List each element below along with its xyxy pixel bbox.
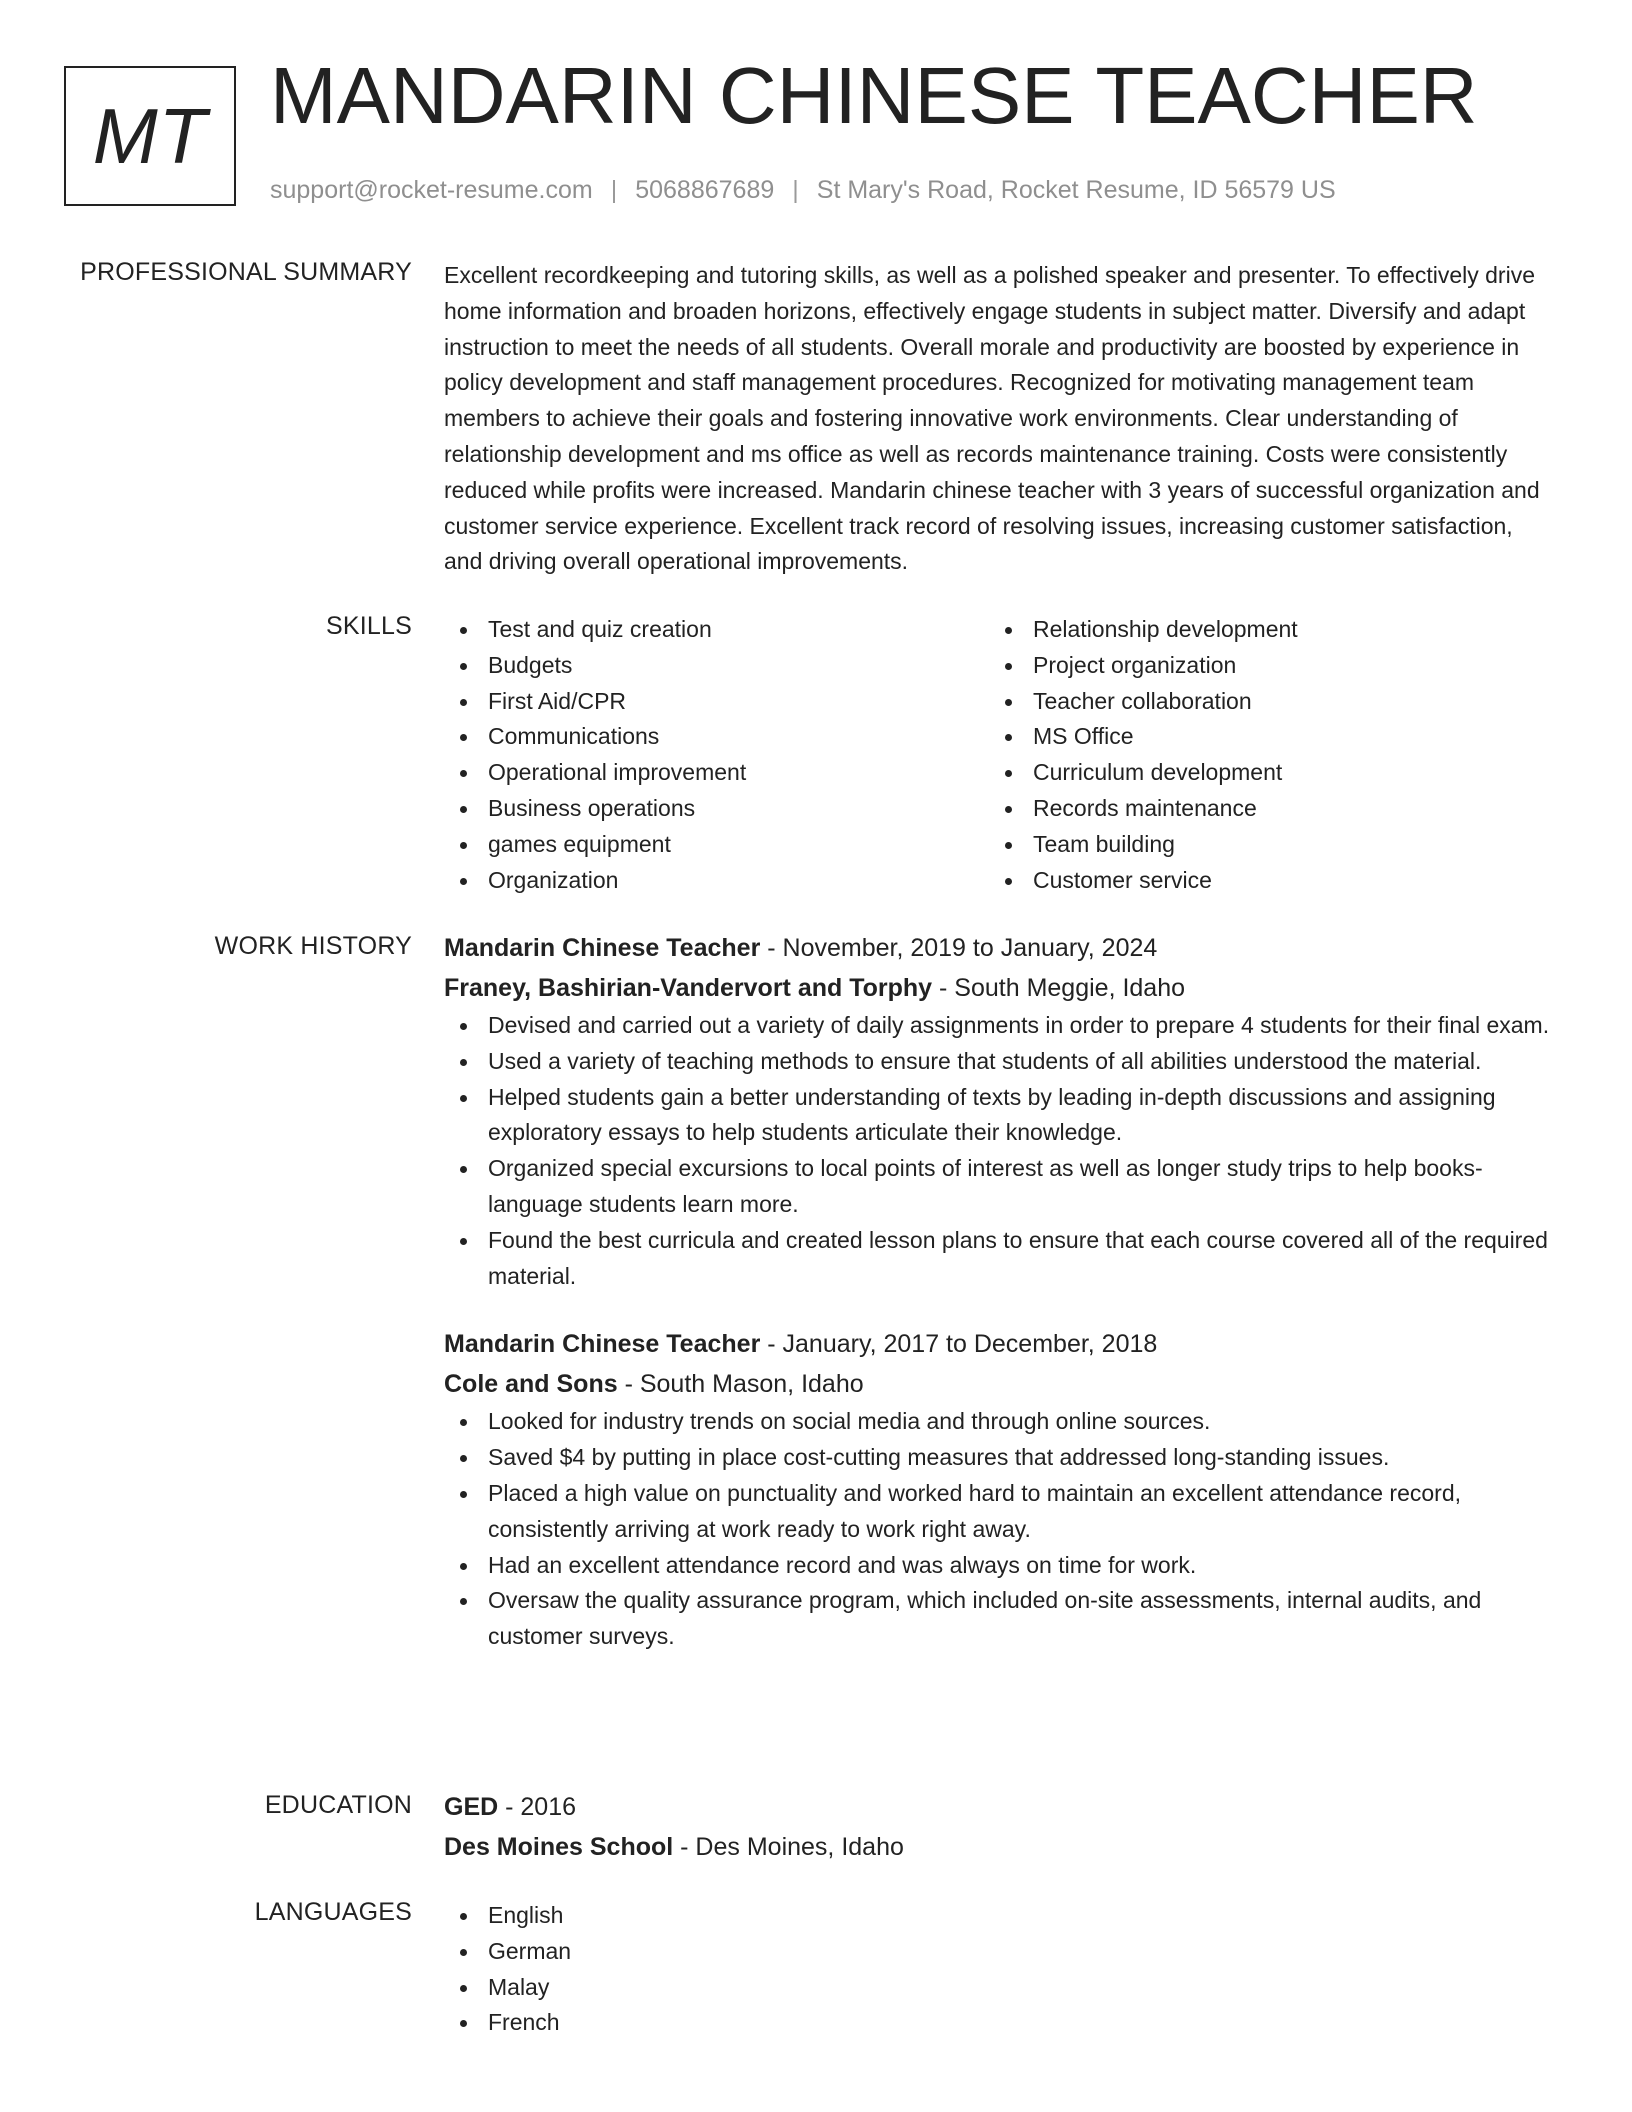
job-title: Mandarin Chinese Teacher: [444, 934, 761, 962]
job-dates: - November, 2019 to January, 2024: [760, 934, 1158, 962]
education-heading: EDUCATION: [264, 1791, 412, 1819]
job-location: - South Mason, Idaho: [617, 1370, 864, 1399]
contact-line: [270, 176, 1336, 205]
skill-item: Customer service: [989, 863, 1549, 899]
job-entry: [444, 928, 1556, 1294]
contact-address: St Mary's Road, Rocket Resume, ID 56579 US: [816, 176, 1336, 204]
job-bullet: Oversaw the quality assurance program, which included on-site assessments, internal audits, and customer surveys.: [444, 1583, 1556, 1655]
education-degree: GED: [444, 1793, 499, 1821]
skill-item: Test and quiz creation: [444, 612, 989, 648]
languages-body: [444, 1898, 1556, 2041]
contact-email: support@rocket-resume.com: [270, 176, 593, 204]
summary-heading: PROFESSIONAL SUMMARY: [80, 258, 412, 286]
job-title: Mandarin Chinese Teacher: [444, 1330, 761, 1359]
skill-item: games equipment: [444, 827, 989, 863]
skill-item: Records maintenance: [989, 791, 1549, 827]
education-body: [444, 1787, 1556, 1867]
job-bullet: Had an excellent attendance record and was always on time for work.: [444, 1548, 1556, 1584]
education-year: - 2016: [498, 1793, 577, 1821]
skill-item: Operational improvement: [444, 755, 989, 791]
summary-text: Excellent recordkeeping and tutoring skills, as well as a polished speaker and presenter. To effectively drive home information and broaden horizons, effectively engage students in subject matter. Diversify and adapt instruction to meet the needs of all students. Overall morale and productivity are boosted by experience in policy development and staff management procedures. Recognized for motivating management team members to achieve their goals and fostering innovative work environments. Clear understanding of relationship development and ms office as well as records maintenance training. Costs were consistently reduced while profits were increased. Mandarin chinese teacher with 3 years of successful organization and customer service experience. Excellent track record of resolving issues, increasing customer satisfaction, and driving overall operational improvements.: [444, 262, 1540, 575]
skill-item: Budgets: [444, 648, 989, 684]
skill-item: Communications: [444, 719, 989, 755]
job-company-line: [444, 1364, 1556, 1404]
job-title-line: [444, 928, 1556, 968]
job-bullet: Placed a high value on punctuality and worked hard to maintain an excellent attendance record, consistently arriving at work ready to work right away.: [444, 1476, 1556, 1548]
work-history-heading: WORK HISTORY: [214, 932, 412, 960]
language-item: Malay: [444, 1970, 1556, 2006]
job-bullet: Helped students gain a better understanding of texts by leading in-depth discussions and assigning exploratory essays to help students articulate their knowledge.: [444, 1080, 1556, 1152]
contact-separator: |: [610, 176, 618, 204]
contact-phone: 5068867689: [635, 176, 775, 204]
skill-item: Relationship development: [989, 612, 1549, 648]
job-bullet: Used a variety of teaching methods to ensure that students of all abilities understood the material.: [444, 1044, 1556, 1080]
skill-item: Organization: [444, 863, 989, 899]
job-location: - South Meggie, Idaho: [932, 974, 1186, 1002]
job-dates: - January, 2017 to December, 2018: [760, 1330, 1158, 1359]
contact-separator: |: [792, 176, 799, 204]
job-bullet: Found the best curricula and created lesson plans to ensure that each course covered all of the required material.: [444, 1223, 1556, 1295]
languages-heading: LANGUAGES: [254, 1898, 412, 1926]
skill-item: Curriculum development: [989, 755, 1549, 791]
skill-item: Team building: [989, 827, 1549, 863]
skill-item: Project organization: [989, 648, 1549, 684]
summary-body: [444, 258, 1556, 580]
job-title-line: [444, 1324, 1556, 1364]
education-school: Des Moines School: [444, 1833, 674, 1861]
job-company: Cole and Sons: [444, 1370, 618, 1399]
skill-item: Teacher collaboration: [989, 684, 1549, 720]
job-company-line: [444, 968, 1556, 1008]
education-location: - Des Moines, Idaho: [673, 1833, 904, 1861]
job-bullets: [444, 1008, 1556, 1294]
languages-list: [444, 1898, 1556, 2041]
monogram-badge: MT: [64, 66, 236, 206]
language-item: English: [444, 1898, 1556, 1934]
candidate-title: MANDARIN CHINESE TEACHER: [270, 51, 1478, 140]
job-entry: [444, 1324, 1556, 1655]
job-bullet: Saved $4 by putting in place cost-cutting measures that addressed long-standing issues.: [444, 1440, 1556, 1476]
skills-heading: SKILLS: [326, 612, 412, 640]
skill-item: Business operations: [444, 791, 989, 827]
skill-item: MS Office: [989, 719, 1549, 755]
work-history-body: [444, 928, 1556, 1685]
education-school-line: [444, 1827, 1556, 1867]
skills-list-left: [444, 612, 989, 898]
job-bullet: Looked for industry trends on social media and through online sources.: [444, 1404, 1556, 1440]
education-degree-line: [444, 1787, 1556, 1827]
skills-body: [444, 612, 1556, 898]
job-bullets: [444, 1404, 1556, 1655]
job-bullet: Devised and carried out a variety of daily assignments in order to prepare 4 students for their final exam.: [444, 1008, 1556, 1044]
language-item: French: [444, 2005, 1556, 2041]
job-company: Franey, Bashirian-Vandervort and Torphy: [444, 974, 933, 1002]
skill-item: First Aid/CPR: [444, 684, 989, 720]
job-bullet: Organized special excursions to local points of interest as well as longer study trips to help books-language students learn more.: [444, 1151, 1556, 1223]
language-item: German: [444, 1934, 1556, 1970]
skills-list-right: [989, 612, 1549, 898]
